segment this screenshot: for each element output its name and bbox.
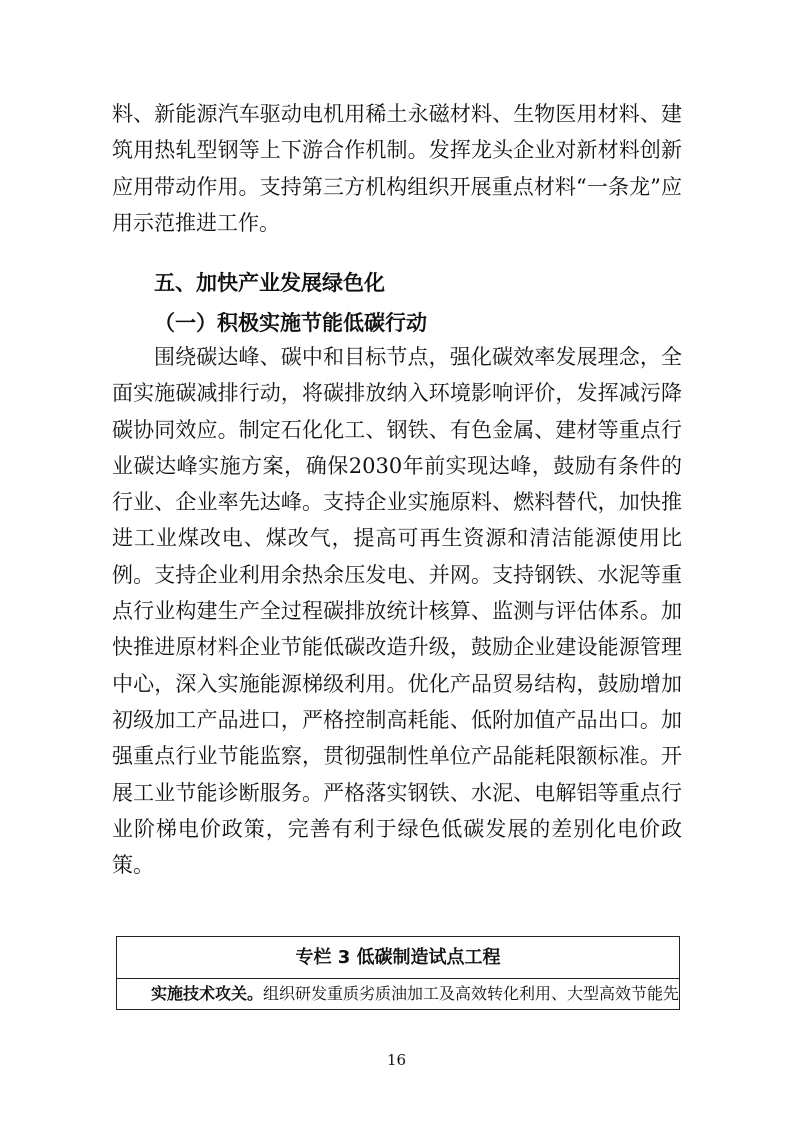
paragraph-continuation: 料、新能源汽车驱动电机用稀土永磁材料、生物医用材料、建筑用热轧型钢等上下游合作机制。发挥龙头企业对新材料创新应用带动作用。支持第三方机构组织开展重点材料“一条龙”应用示范推进工作。 bbox=[112, 102, 682, 235]
column-box-row bbox=[117, 979, 679, 1009]
section-heading: 五、加快产业发展绿色化 bbox=[154, 271, 385, 295]
paragraph-body: 围绕碳达峰、碳中和目标节点，强化碳效率发展理念，全面实施碳减排行动，将碳排放纳入环境影响评价，发挥减污降碳协同效应。制定石化化工、钢铁、有色金属、建材等重点行业碳达峰实施方案，确保2030年前实现达峰，鼓励有条件的行业、企业率先达峰。支持企业实施原料、燃料替代，加快推进工业煤改电、煤改气，提高可再生资源和清洁能源使用比例。支持企业利用余热余压发电、并网。支持钢铁、水泥等重点行业构建生产全过程碳排放统计核算、监测与评估体系。加快推进原材料企业节能低碳改造升级，鼓励企业建设能源管理中心，深入实施能源梯级利用。优化产品贸易结构，鼓励增加初级加工产品进口，严格控制高耗能、低附加值产品出口。加强重点行业节能监察，贯彻强制性单位产品能耗限额标准。开展工业节能诊断服务。严格落实钢铁、水泥、电解铝等重点行业阶梯电价政策，完善有利于绿色低碳发展的差别化电价政策。 bbox=[112, 345, 682, 878]
column-box-text: 组织研发重质劣质油加工及高效转化利用、大型高效节能先 bbox=[263, 984, 679, 1003]
column-box-lead: 实施技术攻关。 bbox=[151, 984, 264, 1003]
page-number: 16 bbox=[386, 1051, 407, 1069]
column-box bbox=[116, 936, 680, 1010]
subsection-heading: （一）积极实施节能低碳行动 bbox=[154, 310, 427, 335]
column-box-title: 专栏 3 低碳制造试点工程 bbox=[117, 937, 679, 979]
